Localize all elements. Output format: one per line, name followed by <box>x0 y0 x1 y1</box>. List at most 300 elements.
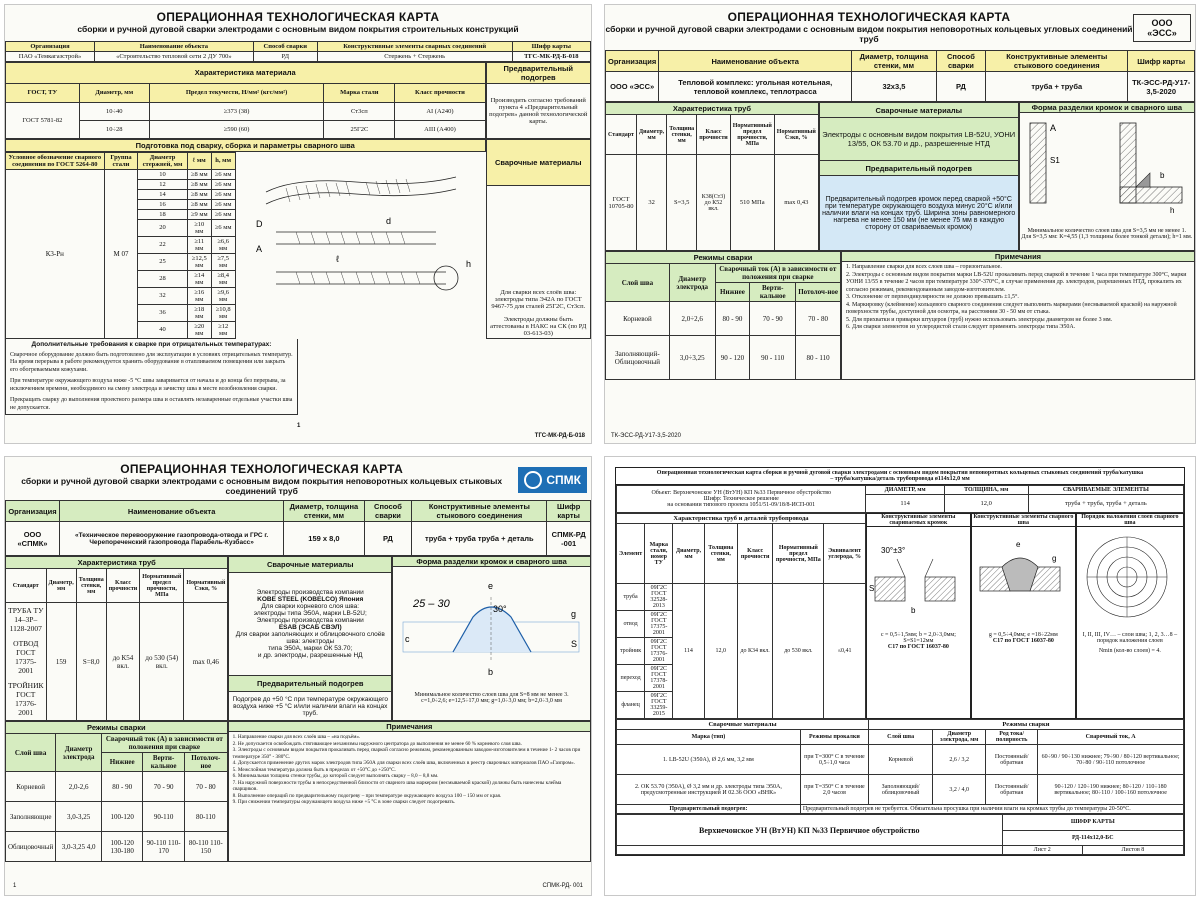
standard-item: ТРУБА ТУ 14–3Р–1128-2007 <box>8 606 44 634</box>
table-cell: 32 <box>138 287 187 304</box>
section-title: Форма разделки кромок и сварного шва <box>393 557 590 567</box>
card2-weldmat-table <box>819 102 1019 251</box>
col-header: Диаметр, мм <box>673 524 704 584</box>
dims: c=1,0÷2,6; e=12,5÷17,0 мм; g=1,0÷3,0 мм; b=2,0÷3,0 мм <box>421 698 562 705</box>
note-item: 9. При снижении температуры окружающего воздуха ниже +5 °С в зоне сварки следует подогревать. <box>232 799 456 806</box>
table-cell: Корневой <box>6 772 56 802</box>
table-cell: ≥7,5 мм <box>211 253 235 270</box>
table-cell: при T=300° С в течение 0,5÷1,0 часа <box>800 745 868 775</box>
table-cell: ≥8 мм <box>187 189 211 199</box>
card-butt-weld-spmk <box>4 456 592 896</box>
section-title: Подготовка под сварку, сборка и параметры сварного шва <box>6 139 486 151</box>
table-cell: 100-120 <box>102 802 143 832</box>
col-header: Группа стали <box>104 152 138 169</box>
weldmat-line: Электроды производства компании <box>256 617 364 625</box>
card3-notes <box>228 721 591 862</box>
card2-title: ОПЕРАЦИОННАЯ ТЕХНОЛОГИЧЕСКАЯ КАРТА <box>727 10 1011 24</box>
card1-requirements <box>5 339 298 416</box>
k-note: Для S=3,5 мм: K=4,55 (1,3 толщины более тонкой детали); h=1 мм. <box>1021 234 1193 241</box>
spmk-logo <box>518 467 587 493</box>
col-header: Сварочный ток (А) в зависимости от положения при сварке <box>102 734 228 753</box>
card1-head-val: РД <box>253 51 317 61</box>
table-cell: ≥8 мм <box>187 169 211 179</box>
table-cell: 36 <box>138 304 187 321</box>
table-cell: 80 - 90 <box>102 772 143 802</box>
card4-footer-table <box>616 814 1184 855</box>
note-item: 1. Направление сварки для всех слоёв шва – «на подъём». <box>232 734 361 741</box>
table-cell: 3,2 / 4,0 <box>933 775 986 805</box>
table-cell: 09Г2С ГОСТ 32528-2013 <box>645 584 673 611</box>
table-row <box>617 584 866 611</box>
table-cell: ≥10 мм <box>187 219 211 236</box>
card2-head-val: РД <box>936 72 985 102</box>
weldmat-line: Для сварки корневого слоя шва: <box>261 603 360 611</box>
col-header: Верти-кальное <box>143 753 185 772</box>
col-header: Диаметр электрода, мм <box>933 730 986 745</box>
weldmat-text2: Электроды должны быть аттестованы в НАКС на СК (по РД 03-613-03) <box>490 315 587 337</box>
table-cell: 114 <box>673 584 704 719</box>
card3-head-val: РД <box>364 522 412 556</box>
col-header: Потолоч-ное <box>796 283 841 302</box>
table-cell: 09Г2С ГОСТ 33259-2015 <box>645 692 673 719</box>
card1-head-val: ПАО «Темкагазстрой» <box>6 51 95 61</box>
table-cell: ≥8 мм <box>187 199 211 209</box>
table-cell: до 530 (54) вкл. <box>140 603 184 721</box>
table-cell: ≥590 (60) <box>149 120 323 138</box>
card4-head-val: труба + труба, труба + деталь <box>1028 495 1183 513</box>
table-cell: 09Г2С ГОСТ 17375-2001 <box>645 611 673 638</box>
prelim-text: Производить согласно требований пункта 4 «Предварительный подогрев» данной технологической карты. <box>486 83 590 138</box>
section-title: Характеристика труб <box>6 557 228 569</box>
table-cell: 32 <box>636 155 666 251</box>
card2-head-val: труба + труба <box>986 72 1128 102</box>
table-cell: 80-110 110-150 <box>184 832 227 862</box>
card2-subtitle: сборки и ручной дуговой сварки электродами с основным видом покрытия неповоротных кольцевых угловых соединений труб <box>605 23 1133 44</box>
table-cell: 90-110 110-170 <box>143 832 185 862</box>
table-cell: до К54 вкл. <box>106 603 140 721</box>
table-cell: 90-110 <box>143 802 185 832</box>
table-cell: 12,0 <box>704 584 737 719</box>
table-cell: 2,6 / 3,2 <box>933 745 986 775</box>
fig-label: S <box>571 639 578 650</box>
table-cell: ≥16 мм <box>187 287 211 304</box>
col-header: ℓ мм <box>187 152 211 169</box>
col-header: Стандарт <box>6 569 47 603</box>
card1-weldmat-table <box>486 139 591 339</box>
col-header: Верти-кальное <box>750 283 796 302</box>
weldmat-line: и др. электроды, разрешенные НД <box>257 652 363 660</box>
section-title: Примечания <box>229 722 590 732</box>
table-cell: до 530 вкл. <box>773 584 824 719</box>
requirements-title: Дополнительные требования к сварке при отрицательных температурах: <box>31 340 272 348</box>
card3-head-col: Диаметр, толщина стенки, мм <box>284 501 364 522</box>
fig-label: b <box>1159 171 1165 181</box>
card1-head-val: ТГС-МК-РД-Б-018 <box>512 51 590 61</box>
sheet: Лист 2 <box>1002 846 1082 855</box>
col-header: Нижнее <box>715 283 750 302</box>
table-cell: Постоянный/ обратная <box>986 745 1038 775</box>
table-cell: max 0,43 <box>774 155 818 251</box>
table-cell: 3,0-3,25 4,0 <box>56 832 102 862</box>
card1-params-table <box>5 152 236 339</box>
table-cell: 510 МПа <box>730 155 774 251</box>
card2-groove-figure <box>1019 102 1195 251</box>
fig-label: g <box>1051 554 1057 563</box>
table-row <box>6 802 228 832</box>
table-row <box>6 772 228 802</box>
card1-prep-table <box>5 139 486 152</box>
table-cell: 2. ОК 53.70 (Э50А), Ø 3,2 мм и др. электроды типа Э50А, предусмотренные инструкцией И 02.36 ООО «ВНК» <box>617 775 801 805</box>
table-cell: 09Г2С ГОСТ 17376-2001 <box>645 638 673 665</box>
table-cell: переход <box>617 665 645 692</box>
note-item: 6. Минимальная толщина стенки трубы, до которой следует выполнять сварку – 8,0 – 8,8 мм. <box>232 773 439 780</box>
obj-line: Объект: Верхнечонское УН (ВтУН) КП №33 Первичное обустройство <box>651 490 832 496</box>
fig-label: e <box>1015 540 1021 549</box>
col-header: ГОСТ, ТУ <box>6 84 80 102</box>
col-header: Сварочный ток, А <box>1038 730 1184 745</box>
col-header: Класс прочности <box>737 524 772 584</box>
table-cell: Корневой <box>868 745 932 775</box>
section-title: Конструктивные элементы сварного шва <box>973 514 1074 526</box>
note-item: 5. Межслойная температура должна быть в пределах от +50°С до +250°С. <box>232 766 396 773</box>
card4-head-col: ДИАМЕТР, мм <box>866 486 944 495</box>
min-layers: Минимальное количество слоев шва для S=3,5 мм не менее 1. <box>1027 228 1187 235</box>
table-cell: 80 - 90 <box>715 302 750 336</box>
card3-head-col: Наименование объекта <box>59 501 283 522</box>
logo-icon <box>524 471 542 489</box>
table-cell: ГОСТ 10705-80 <box>606 155 637 251</box>
table-cell: 80-110 <box>184 802 227 832</box>
section-title: Сварочные материалы <box>819 103 1018 118</box>
table-cell: ≥6 мм <box>211 189 235 199</box>
card1-material-table <box>5 62 486 139</box>
table-cell: ≥9,6 мм <box>211 287 235 304</box>
card3-pipe-table <box>5 556 228 721</box>
preheat-text: Предварительный подогрев кромок перед сваркой +50°С при температуре окружающего воздуха минус 20°С и/или наличии влаги на концах труб. Ширина зоны равномерного нагрева не менее 150 мм (не менее 75 мм в каждую сторону от свариваемых кромок) <box>819 176 1018 251</box>
card2-head-val: 32x3,5 <box>852 72 937 102</box>
table-row <box>6 832 228 862</box>
logo-text: СПМК <box>546 472 581 487</box>
table-cell: М 07 <box>104 169 138 338</box>
table-cell: Ст3сп <box>324 102 395 120</box>
table-cell: 40 <box>138 321 187 338</box>
table-cell: Корневой <box>606 302 670 336</box>
col-header: Условное обозначение сварного соединения по ГОСТ 5264-80 <box>6 152 105 169</box>
note-item: 2. Электроды с основным видом покрытия марки LB-52U прокаливать перед сваркой в течение 1 часа при температуре 300°С, марки УОНИ 13/55 в течение 2 часов при температуре 330°-370°С, в случае применения др. электродов, разрешенных НТД, прокалить их согласно режимам, рекомендованным заводом-изготовителем. <box>846 271 1187 293</box>
col-header: Нижнее <box>102 753 143 772</box>
table-cell: отвод <box>617 611 645 638</box>
note-item: 7. На наружной поверхности трубы в непосредственной близости от сварного шва маркером (несмываемой краской) должны быть нанесены клейма сварщиков. <box>232 779 562 793</box>
col-header: Диаметр электрода <box>56 734 102 772</box>
fig-label: g <box>571 609 577 620</box>
col-header: Эквивалент углерода, % <box>824 524 866 584</box>
card2-head-col: Диаметр, толщина стенки, мм <box>852 51 937 72</box>
section-title: Режимы сварки <box>606 252 841 264</box>
table-cell: 18 <box>138 209 187 219</box>
sheets: Листов 8 <box>1082 846 1183 855</box>
col-header: Марка стали, номер ТУ <box>645 524 673 584</box>
table-cell: 22 <box>138 236 187 253</box>
card1-rebar-figure <box>236 152 486 339</box>
edge-std: С17 по ГОСТ 16037-80 <box>887 644 949 650</box>
card1-head-col: Способ сварки <box>253 41 317 51</box>
card2-head-val: ООО «ЭСС» <box>606 72 659 102</box>
fig-label: 25 – 30 <box>413 598 450 611</box>
weldmat-line: типа Э50А, марки ОК 53.70; <box>268 645 353 653</box>
table-cell: фланец <box>617 692 645 719</box>
fig-label: 30° <box>493 604 507 615</box>
page-number: 1 <box>297 423 301 429</box>
requirements-p3: Прекращать сварку до выполнения проектного размера шва и оставлять незаваренные отдельные участки шва не допускается. <box>10 397 293 411</box>
table-cell: ≥6 мм <box>211 179 235 189</box>
card-code: ТГС-МК-РД-Б-018 <box>534 433 585 439</box>
table-cell: 12 <box>138 179 187 189</box>
col-header: Слой шва <box>868 730 932 745</box>
card1-head-col: Наименование объекта <box>94 41 253 51</box>
table-cell: ≥11 мм <box>187 236 211 253</box>
fig-label: A <box>1049 123 1056 134</box>
table-cell: max 0,46 <box>184 603 228 721</box>
card1-title: ОПЕРАЦИОННАЯ ТЕХНОЛОГИЧЕСКАЯ КАРТА <box>156 10 440 24</box>
fig-label: 30°±3° <box>880 546 906 555</box>
table-cell: 159 <box>46 603 76 721</box>
col-header: Марка (тип) <box>617 730 801 745</box>
section-title: Сварочные материалы <box>229 557 392 573</box>
weldmat-line: электроды типа Э50А, марки LB-52U; <box>253 610 367 618</box>
table-cell: 2,0÷2,6 <box>669 302 715 336</box>
weldmat-line: Электроды производства компании <box>256 589 364 597</box>
card1-head-val: Стержень + Стержень <box>317 51 512 61</box>
table-cell: ≥6 мм <box>211 209 235 219</box>
electrodes-text: Электроды с основным видом покрытия LB-52U, УОНИ 13/55, ОК 53.70 и др., разрешенные НТД <box>819 118 1018 161</box>
table-cell: Заполняющие <box>6 802 56 832</box>
note-item: 8. Выполнение операций по предварительному подогреву – при температуре окружающего воздуха 100 – 150 мм от края. <box>232 792 502 799</box>
card3-head-col: Шифр карты <box>547 501 591 522</box>
card-fillet-weld <box>604 4 1196 444</box>
fig-label: ℓ <box>335 253 339 264</box>
card1-head-col: Шифр карты <box>512 41 590 51</box>
standard-item: ОТВОД ГОСТ 17375-2001 <box>13 639 39 676</box>
company-logo: ООО «ЭСС» <box>1133 14 1191 42</box>
table-cell: ≥20 мм <box>187 321 211 338</box>
col-header: Сварочный ток (А) в зависимости от положения при сварке <box>715 264 840 283</box>
table-cell: К38(Ст3) до К52 вкл. <box>697 155 731 251</box>
card3-head-val: труба + труба труба + деталь <box>412 522 547 556</box>
card2-head-col: Конструктивные элементы стыкового соединения <box>986 51 1128 72</box>
fig-label: D <box>255 218 263 229</box>
table-cell: 10 <box>138 169 187 179</box>
section-title: Режимы сварки <box>868 720 1183 730</box>
preheat-text: Подогрев до +50 °С при температуре окружающего воздуха ниже +5 °С и/или наличии влаги на концах труб. <box>229 692 392 721</box>
table-cell: 25 <box>138 253 187 270</box>
obj-line: Шифр: Техническое решение <box>703 496 779 502</box>
col-header: Нормативный предел прочности, МПа <box>140 569 184 603</box>
card3-head-table <box>5 500 591 556</box>
section-title: Предварительный подогрев <box>229 676 392 692</box>
table-cell: 60÷90 / 90÷130 нижнее; 79÷90 / 80÷120 вертикальное; 70÷80 / 90÷110 потолочное <box>1038 745 1184 775</box>
weldmat-text: Для сварки всех слоёв шва: электроды типа Э42А по ГОСТ 9467-75 для сталей 25Г2С, Ст3сп. <box>491 288 586 310</box>
card1-head-col: Организация <box>6 41 95 51</box>
card4-head-table <box>616 485 1184 513</box>
col-header: Класс прочности <box>697 115 731 155</box>
card-code: СПМК-РД- 001 <box>542 883 583 889</box>
table-cell: Заполняющий/ облицовочный <box>868 775 932 805</box>
table-cell: ГОСТ 5781-82 <box>6 102 80 138</box>
col-header: Диаметр электрода <box>669 264 715 302</box>
card4-head-col: СВАРИВАЕМЫЕ ЭЛЕМЕНТЫ <box>1028 486 1183 495</box>
col-header: Нормативный Сэкв, % <box>774 115 818 155</box>
card2-head-val: ТК-ЭСС-РД-У17-3,5-2020 <box>1128 72 1195 102</box>
table-cell: 3,0÷3,25 <box>669 336 715 380</box>
table-cell: 70 - 90 <box>143 772 185 802</box>
standard-item: ТРОЙНИК ГОСТ 17376-2001 <box>8 681 44 718</box>
table-cell: 10÷40 <box>79 102 149 120</box>
col-header: Нормативный предел прочности, МПа <box>730 115 774 155</box>
note-item: 6. Для сварки элементов из углеродистой стали следует применять электроды типа Э50А. <box>846 324 1076 331</box>
col-header: h, мм <box>211 152 235 169</box>
table-cell: 70 - 90 <box>750 302 796 336</box>
section-title: Режимы сварки <box>6 722 228 734</box>
table-cell: 25Г2С <box>324 120 395 138</box>
section-title: Характеристика труб и деталей трубопровода <box>617 514 866 524</box>
requirements-p2: При температуре окружающего воздуха ниже -5 °С швы заваривается от начала и до конца без перерыва, за исключением времени, необходимого на смену электрода и зачистку шва в месте возобновления сварки. <box>10 378 286 392</box>
section-title: Конструктивные элементы свариваемых кромок <box>867 514 970 527</box>
card3-weldmat-table <box>228 556 392 721</box>
col-header: Класс прочности <box>106 569 140 603</box>
card4-materials-table <box>616 719 1184 814</box>
weldmat-line: ESAB (ЭСАБ СВЭЛ) <box>278 624 342 632</box>
table-cell: ≥9 мм <box>187 209 211 219</box>
col-header: Элемент <box>617 524 645 584</box>
table-row <box>617 775 1184 805</box>
section-title: Характеристика материала <box>6 62 486 84</box>
card3-title: ОПЕРАЦИОННАЯ ТЕХНОЛОГИЧЕСКАЯ КАРТА <box>120 462 404 476</box>
card-code: ТК-ЭСС-РД-У17-3,5-2020 <box>611 433 681 439</box>
card3-head-val: ООО «СПМК» <box>6 522 60 556</box>
card3-head-col: Способ сварки <box>364 501 412 522</box>
col-header: Диаметр, мм <box>46 569 76 603</box>
preheat-label: Предварительный подогрев: <box>617 805 801 814</box>
card1-prelim-table <box>486 62 591 139</box>
card3-head-val: «Техническое перевооружение газопровода-отвода и ГРС г. Черепореченский газопровода Парабель-Кузбасс» <box>59 522 283 556</box>
table-cell: ≥373 (38) <box>149 102 323 120</box>
fig-label: e <box>488 581 494 592</box>
table-cell: 70 - 80 <box>184 772 227 802</box>
table-cell: при T=350° С в течение 2,0 часов <box>800 775 868 805</box>
table-cell: 100-120 130-180 <box>102 832 143 862</box>
col-header: Нормативный Сэкв, % <box>184 569 228 603</box>
col-header: Слой шва <box>6 734 56 772</box>
layer-note: I, II, III, IV… – слои шва; 1, 2, 3…8 – порядок наложения слоев <box>1082 632 1178 644</box>
table-cell: S=8,0 <box>76 603 106 721</box>
col-header: Толщина стенки, мм <box>667 115 697 155</box>
table-cell: Заполняющий-Облицовочный <box>606 336 670 380</box>
weld-std: С17 по ГОСТ 16037-80 <box>992 638 1054 644</box>
table-cell: 14 <box>138 189 187 199</box>
table-cell: AIII (A400) <box>395 120 485 138</box>
card1-head-col: Конструктивные элементы сварных соединений <box>317 41 512 51</box>
card3-head-col: Организация <box>6 501 60 522</box>
col-header: Диаметр, мм <box>636 115 666 155</box>
card4-figures <box>866 513 1184 719</box>
col-header: Марка стали <box>324 84 395 102</box>
section-title: Сварочные материалы <box>617 720 869 730</box>
card2-head-col: Способ сварки <box>936 51 985 72</box>
table-cell: 3,0-3,25 <box>56 802 102 832</box>
section-title: Примечания <box>842 252 1194 262</box>
table-cell: труба <box>617 584 645 611</box>
card4-title: Операционная технологическая карта сборки и ручной дуговой сварки электродами с основным видом покрытия неповоротных кольцевых стыковых соединений труба/катушка – труба/катушка/деталь трубопровода ø114x12,0 мм <box>616 468 1184 485</box>
card4-head-val: 12,0 <box>944 495 1028 513</box>
table-cell: тройник <box>617 638 645 665</box>
table-cell: 90 - 120 <box>715 336 750 380</box>
card2-regimes-table <box>605 251 841 380</box>
table-cell: 20 <box>138 219 187 236</box>
table-cell: ≥18 мм <box>187 304 211 321</box>
note-item: 2. Не допускается освобождать стягивающее механизмы наружного центратора до выполнения не менее 60 % корневого слоя шва. <box>232 740 522 747</box>
col-header: Класс прочности <box>395 84 485 102</box>
bottom-object: Верхнечонское УН (ВтУН) КП №33 Первичное обустройство <box>617 815 1003 846</box>
weldmat-line: KOBE STEEL (KOBELCO) Япония <box>257 596 364 604</box>
table-cell: К3-Рн <box>6 169 105 338</box>
table-cell: Облицовочный <box>6 832 56 862</box>
table-cell: 90 - 110 <box>750 336 796 380</box>
col-header: Предел текучести, Н/мм² (кгс/мм²) <box>149 84 323 102</box>
col-header: Толщина стенки, мм <box>704 524 737 584</box>
section-title: Предварительный подогрев <box>486 62 590 83</box>
card-rebar-welding <box>4 4 592 444</box>
table-cell: 90÷120 / 120÷190 нижнее; 80÷120 / 110÷180 вертикальное; 80÷110 / 100÷160 потолочное <box>1038 775 1184 805</box>
card4-head-col: ТОЛЩИНА, мм <box>944 486 1028 495</box>
table-row <box>6 169 236 179</box>
card2-head-col: Организация <box>606 51 659 72</box>
page-number: 1 <box>13 883 17 889</box>
table-cell: 80 - 110 <box>796 336 841 380</box>
note-item: 1. Направление сварки для всех слоев шва – горизонтальное. <box>846 264 1002 271</box>
card2-notes <box>841 251 1195 380</box>
card2-head-val: Тепловой комплекс: угольная котельная, тепловой комплекс, теплотрасса <box>659 72 852 102</box>
fig-label: h <box>1169 206 1175 216</box>
preheat-text: Предварительный подогрев не требуется. Обязательна просушка при наличии влаги на кромках трубы до температуры 20-50°С. <box>800 805 1183 814</box>
col-header: Нормативный предел прочности, МПа <box>773 524 824 584</box>
card1-subtitle: сборки и ручной дуговой сварки электродами с основным видом покрытия строительных конструкций <box>77 23 519 34</box>
table-cell: 09Г2С ГОСТ 17378-2001 <box>645 665 673 692</box>
card3-subtitle: сборки и ручной дуговой сварки электродами с основным видом покрытия неповоротных кольцевых стыковых соединений труб <box>21 475 503 496</box>
col-header: Род тока/ полярность <box>986 730 1038 745</box>
weldmat-line: Для сварки заполняющих и облицовочного слоёв шва: электроды <box>235 631 385 646</box>
card4-head-val: 114 <box>866 495 944 513</box>
table-cell: 16 <box>138 199 187 209</box>
card3-head-val: СПМК-РД -001 <box>547 522 591 556</box>
section-title: Порядок наложения слоев сварного шва <box>1077 514 1183 527</box>
table-cell: до К34 вкл. <box>737 584 772 719</box>
table-cell: Постоянный/ обратная <box>986 775 1038 805</box>
table-cell: ≥6 мм <box>211 199 235 209</box>
table-cell: ≥12 мм <box>211 321 235 338</box>
card3-regimes-table <box>5 721 228 862</box>
table-cell: ≥8 мм <box>187 179 211 189</box>
note-item: 3. Отклонение от перпендикулярности не должно превышать ±1,5°. <box>846 294 1019 301</box>
table-cell: AI (A240) <box>395 102 485 120</box>
note-item: 4. Допускается применение других марок электродов типа Э50А для сварки всех слоёв шва, включенных в реестр сварочных материалов ПАО «Газпром». <box>232 760 576 767</box>
table-cell: ≥14 мм <box>187 270 211 287</box>
cipher-label: ШИФР КАРТЫ <box>1002 815 1183 831</box>
card3-head-val: 159 x 8,0 <box>284 522 364 556</box>
fig-label: S1 <box>1049 156 1060 166</box>
table-cell: ≥6 мм <box>211 169 235 179</box>
fig-label: b <box>488 667 494 678</box>
card-vtun-butt-weld <box>604 456 1196 896</box>
